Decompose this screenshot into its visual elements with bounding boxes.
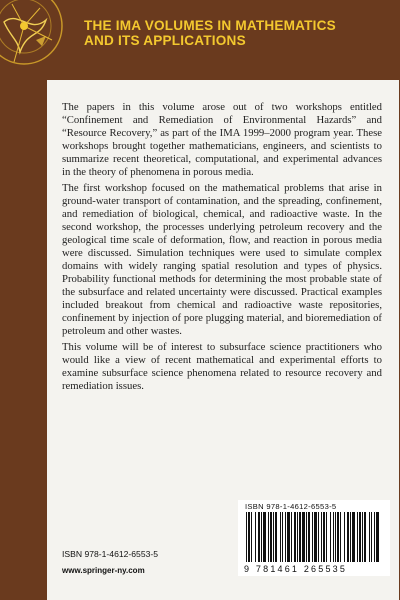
series-title xyxy=(84,18,394,48)
description-paragraph-2: The first workshop focused on the mathematical problems that arise in ground-water transport of contamination, and the spreading, confinement, and remediation of biological, chemical, and radioactive waste. In the second workshop, the processes underlying petroleum recovery and the geological time scale of deformation, flow, and reaction in porous media were discussed. Simulation techniques were used to simulate complex domains with widely ranging spatial resolution and types of physics. Probability functional methods for determining the most probable state of the subsurface and related uncertainty were discussed. Practical examples included breakout from chemical and radioactive waste repositories, confinement by injection of pore plugging material, and bioremediation of petroleum and other wastes. xyxy=(62,182,382,337)
publisher-url: www.springer-ny.com xyxy=(62,566,145,575)
barcode xyxy=(238,500,390,576)
barcode-bars xyxy=(244,512,384,564)
isbn-text: ISBN 978-1-4612-6553-5 xyxy=(62,549,159,559)
barcode-isbn: ISBN 978-1-4612-6553-5 xyxy=(245,502,337,511)
barcode-digits: 9 781461 265535 xyxy=(244,564,348,574)
header-band xyxy=(0,0,400,80)
description-paragraph-3: This volume will be of interest to subsurface science practitioners who would like a view of recent mathematical and experimental efforts to examine subsurface science phenomena related to resource recovery and remediation issues. xyxy=(62,341,382,392)
series-title-line-1: THE IMA VOLUMES IN MATHEMATICS xyxy=(84,18,336,33)
series-title-line-2: AND ITS APPLICATIONS xyxy=(84,33,246,48)
description-paragraph-1: The papers in this volume arose out of two workshops entitled “Confinement and Remediation of Environmental Hazards” and “Resource Recovery,” as part of the IMA 1999–2000 program year. These workshops brought together mathematicians, engineers, and scientists to summarize recent theoretical, computational, and experimental advances in the theory of phenomena in porous media. xyxy=(62,101,382,178)
ima-logo-icon xyxy=(0,0,64,80)
